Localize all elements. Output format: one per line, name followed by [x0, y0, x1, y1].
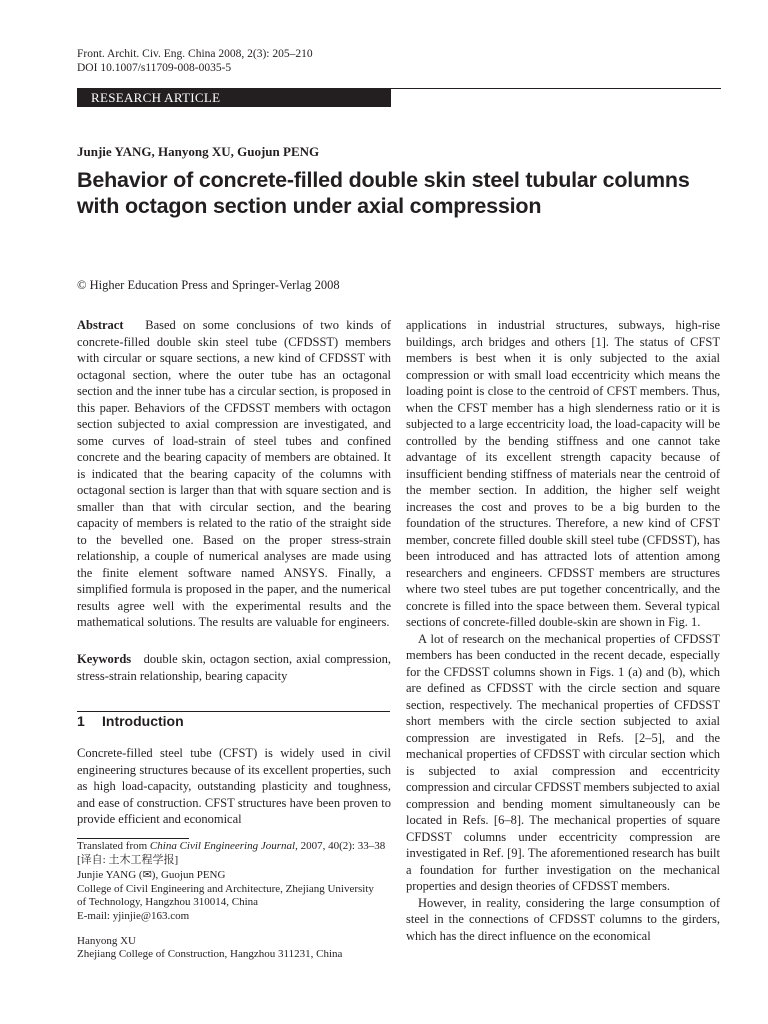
- affiliation-1-line-1: College of Civil Engineering and Architecture, Zhejiang University: [77, 882, 374, 895]
- right-column: [406, 317, 720, 944]
- author-list: Junjie YANG, Hanyong XU, Guojun PENG: [77, 144, 320, 159]
- affiliation-1-line-2: of Technology, Hangzhou 310014, China: [77, 896, 259, 909]
- article-type-label: RESEARCH ARTICLE: [91, 90, 221, 105]
- footnote-block: [77, 840, 393, 962]
- footnote-rule: [77, 838, 189, 839]
- article-type-banner: [77, 88, 391, 107]
- abstract-label: Abstract: [77, 318, 124, 332]
- journal-line: Front. Archit. Civ. Eng. China 2008, 2(3): 205–210: [77, 48, 313, 60]
- keywords-label: Keywords: [77, 652, 132, 666]
- right-paragraph-3: However, in reality, considering the large consumption of steel in the connections of CFDSST columns to the girders, which has the direct influence on the economical: [406, 895, 720, 943]
- paper-title: [77, 167, 737, 219]
- translation-prefix: Translated from: [77, 840, 150, 852]
- section-number: 1: [77, 713, 85, 729]
- keywords-block: [77, 651, 391, 684]
- translation-note: [77, 840, 393, 854]
- translation-cn: [译自: 土木工程学报]: [77, 853, 179, 866]
- affiliation-2: Zhejiang College of Construction, Hangzhou 311231, China: [77, 948, 343, 961]
- translation-journal: China Civil Engineering Journal: [149, 840, 296, 852]
- journal-citation: [77, 47, 313, 75]
- translation-suffix: , 2007, 40(2): 33–38: [295, 840, 386, 852]
- section-heading: [77, 713, 184, 729]
- header-rule: [391, 88, 721, 89]
- abstract-text: Based on some conclusions of two kinds of concrete-filled double skin steel tube (CFDSST) members with circular or square sections, a new kind of CFDSST with octagonal section, where the outer tube has an octagonal section and the inner tube has a circular section, is proposed in this paper. Behaviors of the CFDSST members with octagon section subjected to axial compression are investigated, and some curves of load-strain of steel tubes and confined concrete and the bearing capacity of members are obtained. It is indicated that the bearing capacity of the columns with octagonal section is larger than that with square section and is smaller than that with circular section, and the bearing capacity of members is related to the ratio of the straight side to the bevelled one. Based on the proper stress-strain relationship, a couple of numerical analyses are made using the finite element software named ANSYS. Finally, a simplified formula is proposed in the paper, and the numerical results agree well with the experimental results and the mathematical solutions. The results are valuable for engineers.: [77, 318, 392, 629]
- intro-paragraph: [77, 745, 391, 828]
- intro-text: Concrete-filled steel tube (CFST) is widely used in civil engineering structures because of its excellent properties, such as high load-capacity, outstanding plasticity and toughness, and ease of construction. CFST structures have been proven to provide efficient and economical: [77, 746, 391, 826]
- second-author: Hanyong XU: [77, 934, 136, 947]
- right-paragraph-2: A lot of research on the mechanical properties of CFDSST members has been conducted in the recent decade, especially for the CFDSST columns shown in Figs. 1 (a) and (b), which are defined as CFDSST with the circle section and square section, respectively. The mechanical properties of CFDSST short members with the circle section subjected to axial compression are investigated in Refs. [2–5], and the mechanical properties of CFDSST with circular section which is subjected to axial compression and eccentricity compression and circular CFDSST members subjected to axial compression and bending moment simultaneously can be located in Refs. [6–8]. The mechanical properties of square CFDSST columns under eccentricity compression are investigated in Ref. [9]. The aforementioned research has built a foundation for further investigation on the mechanical properties and design theories of CFDSST members.: [406, 631, 720, 893]
- right-paragraph-1: applications in industrial structures, subways, high-rise buildings, arch bridges and others [1]. The status of CFST members is best when it is only subjected to the axial compression or with small load eccentricity which means the loading point is close to the centroid of CFST members. Thus, when the CFST member has a high slenderness ratio or it is subjected to a large eccentricity load, the load-capacity will be controlled by the bending stiffness and one cannot take advantage of its excellent strength capacity because of insufficient bending stiffness of materials near the centroid of the member section. In addition, the higher self weight increases the cost and proves to be a big burden to the foundation of the structures. Therefore, a new kind of CFST member, concrete filled double skill steel tube (CFDSST), has been introduced and has attracted lots of attention among researchers and engineers. CFDSST members are structures where two steel tubes are put together concentrically, and the concrete is filled into the space between them. Several typical sections of concrete-filled double-skin are shown in Fig. 1.: [406, 318, 720, 629]
- copyright-notice: © Higher Education Press and Springer-Verlag 2008: [77, 278, 340, 292]
- title-line-2: with octagon section under axial compression: [77, 194, 542, 218]
- corresponding-authors: Junjie YANG (✉), Guojun PENG: [77, 869, 226, 882]
- abstract-block: [77, 317, 391, 631]
- title-line-1: Behavior of concrete-filled double skin steel tubular columns: [77, 168, 690, 192]
- section-title: Introduction: [102, 713, 184, 729]
- section-rule: [77, 711, 390, 712]
- author-email: E-mail: yjinjie@163.com: [77, 909, 190, 922]
- doi-line: DOI 10.1007/s11709-008-0035-5: [77, 62, 232, 74]
- keywords-text: double skin, octagon section, axial compression, stress-strain relationship, bearing capacity: [77, 652, 392, 683]
